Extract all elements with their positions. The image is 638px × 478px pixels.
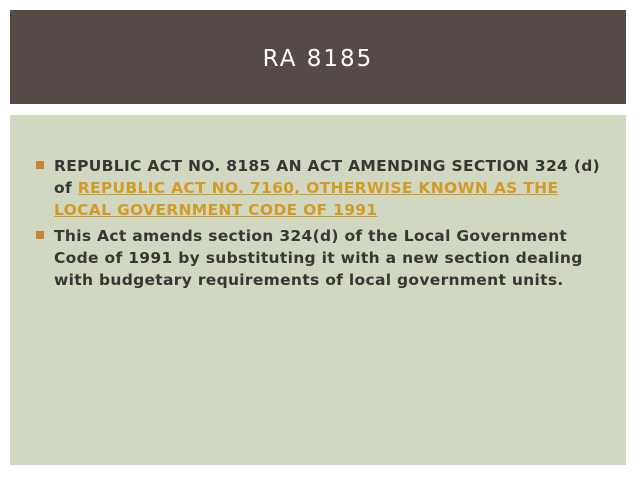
bullet-marker-icon <box>36 231 44 239</box>
ra7160-link[interactable]: REPUBLIC ACT NO. 7160, OTHERWISE KNOWN AS THE LOCAL GOVERNMENT CODE OF 1991 <box>54 179 559 219</box>
bullet-item-description <box>34 225 604 291</box>
bullet-text <box>54 157 600 219</box>
bullet-list <box>34 155 604 295</box>
bullet-item-ra8185 <box>34 155 604 221</box>
content-area <box>10 115 626 465</box>
slide-title: RA 8185 <box>262 46 374 72</box>
bullet-text-main: REPUBLIC ACT NO. 8185 AN ACT AMENDING SECTION 324 (d) of <box>54 157 601 197</box>
bullet-marker-icon <box>36 161 44 169</box>
title-bar <box>10 10 626 104</box>
bullet-text: This Act amends section 324(d) of the Local Government Code of 1991 by substituting it with a new section dealing with budgetary requirements of local government units. <box>54 227 583 289</box>
